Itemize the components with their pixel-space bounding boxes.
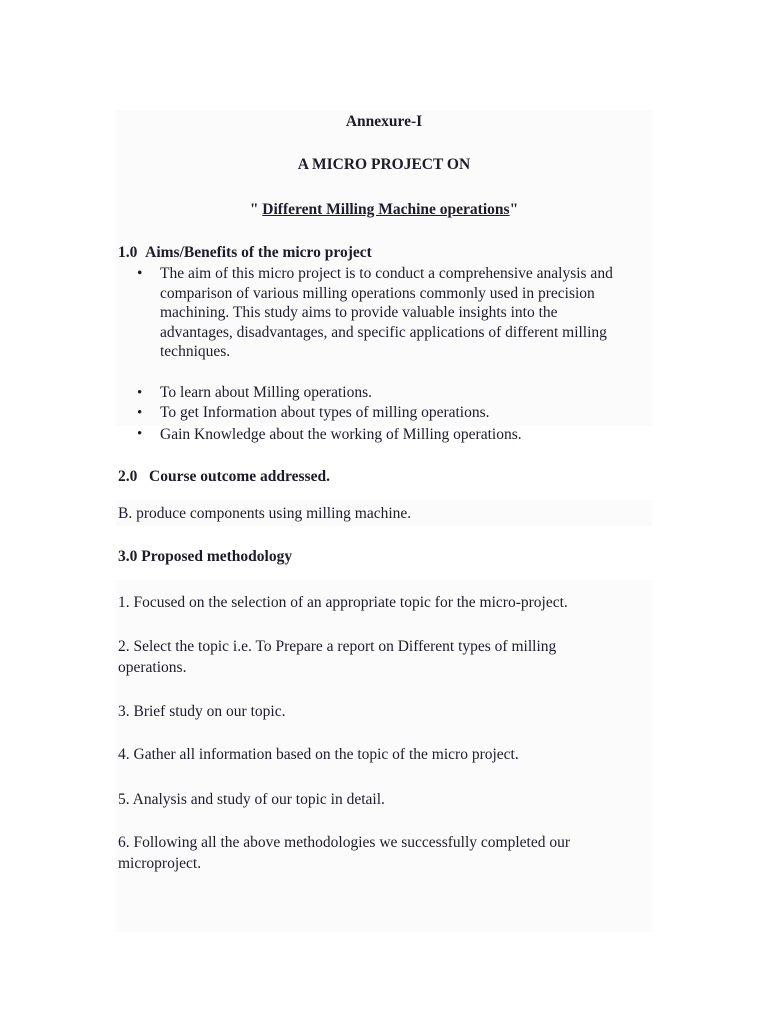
aim-paragraph [160, 264, 646, 362]
methodology-step: 3. Brief study on our topic. [118, 703, 286, 720]
aim-line: advantages, disadvantages, and specific applications of different milling [160, 323, 607, 341]
document-title [0, 201, 768, 219]
methodology-step: 6. Following all the above methodologies we successfully completed our microproject. [118, 834, 570, 872]
section-1-heading [118, 244, 372, 262]
title-open-quote: " [249, 201, 259, 218]
aim-line: The aim of this micro project is to conduct a comprehensive analysis and [160, 265, 613, 282]
aim-bullet-marker: • [137, 265, 143, 282]
section-2-title: Course outcome addressed. [149, 468, 330, 485]
methodology-step: 4. Gather all information based on the topic of the micro project. [118, 746, 519, 763]
annexure-label: Annexure-I [345, 113, 423, 130]
list-item: • Gain Knowledge about the working of Milling operations. [135, 423, 522, 446]
methodology-step: 2. Select the topic i.e. To Prepare a report on Different types of milling operations. [118, 638, 557, 676]
aim-line: machining. This study aims to provide valuable insights into the [160, 304, 558, 322]
title-close-quote: " [509, 201, 519, 218]
methodology-step: 1. Focused on the selection of an appropriate topic for the micro-project. [118, 594, 568, 611]
section-1-number: 1.0 [118, 244, 138, 261]
course-outcome-text: B. produce components using milling machine. [118, 505, 412, 522]
section-3-heading: 3.0 Proposed methodology [118, 548, 293, 565]
list-item: • To learn about Milling operations. [135, 383, 522, 403]
title-text: Different Milling Machine operations [262, 201, 510, 218]
aim-line: techniques. [160, 343, 231, 361]
section-2-number: 2.0 [118, 468, 138, 485]
aim-line: comparison of various milling operations commonly used in precision [160, 284, 595, 302]
methodology-step: 5. Analysis and study of our topic in detail. [118, 791, 385, 808]
list-item: • To get Information about types of milling operations. [135, 403, 522, 423]
section-2-heading [118, 468, 330, 486]
objectives-list [135, 383, 522, 446]
document-subtitle: A MICRO PROJECT ON [297, 156, 471, 173]
section-1-title: Aims/Benefits of the micro project [145, 244, 372, 261]
